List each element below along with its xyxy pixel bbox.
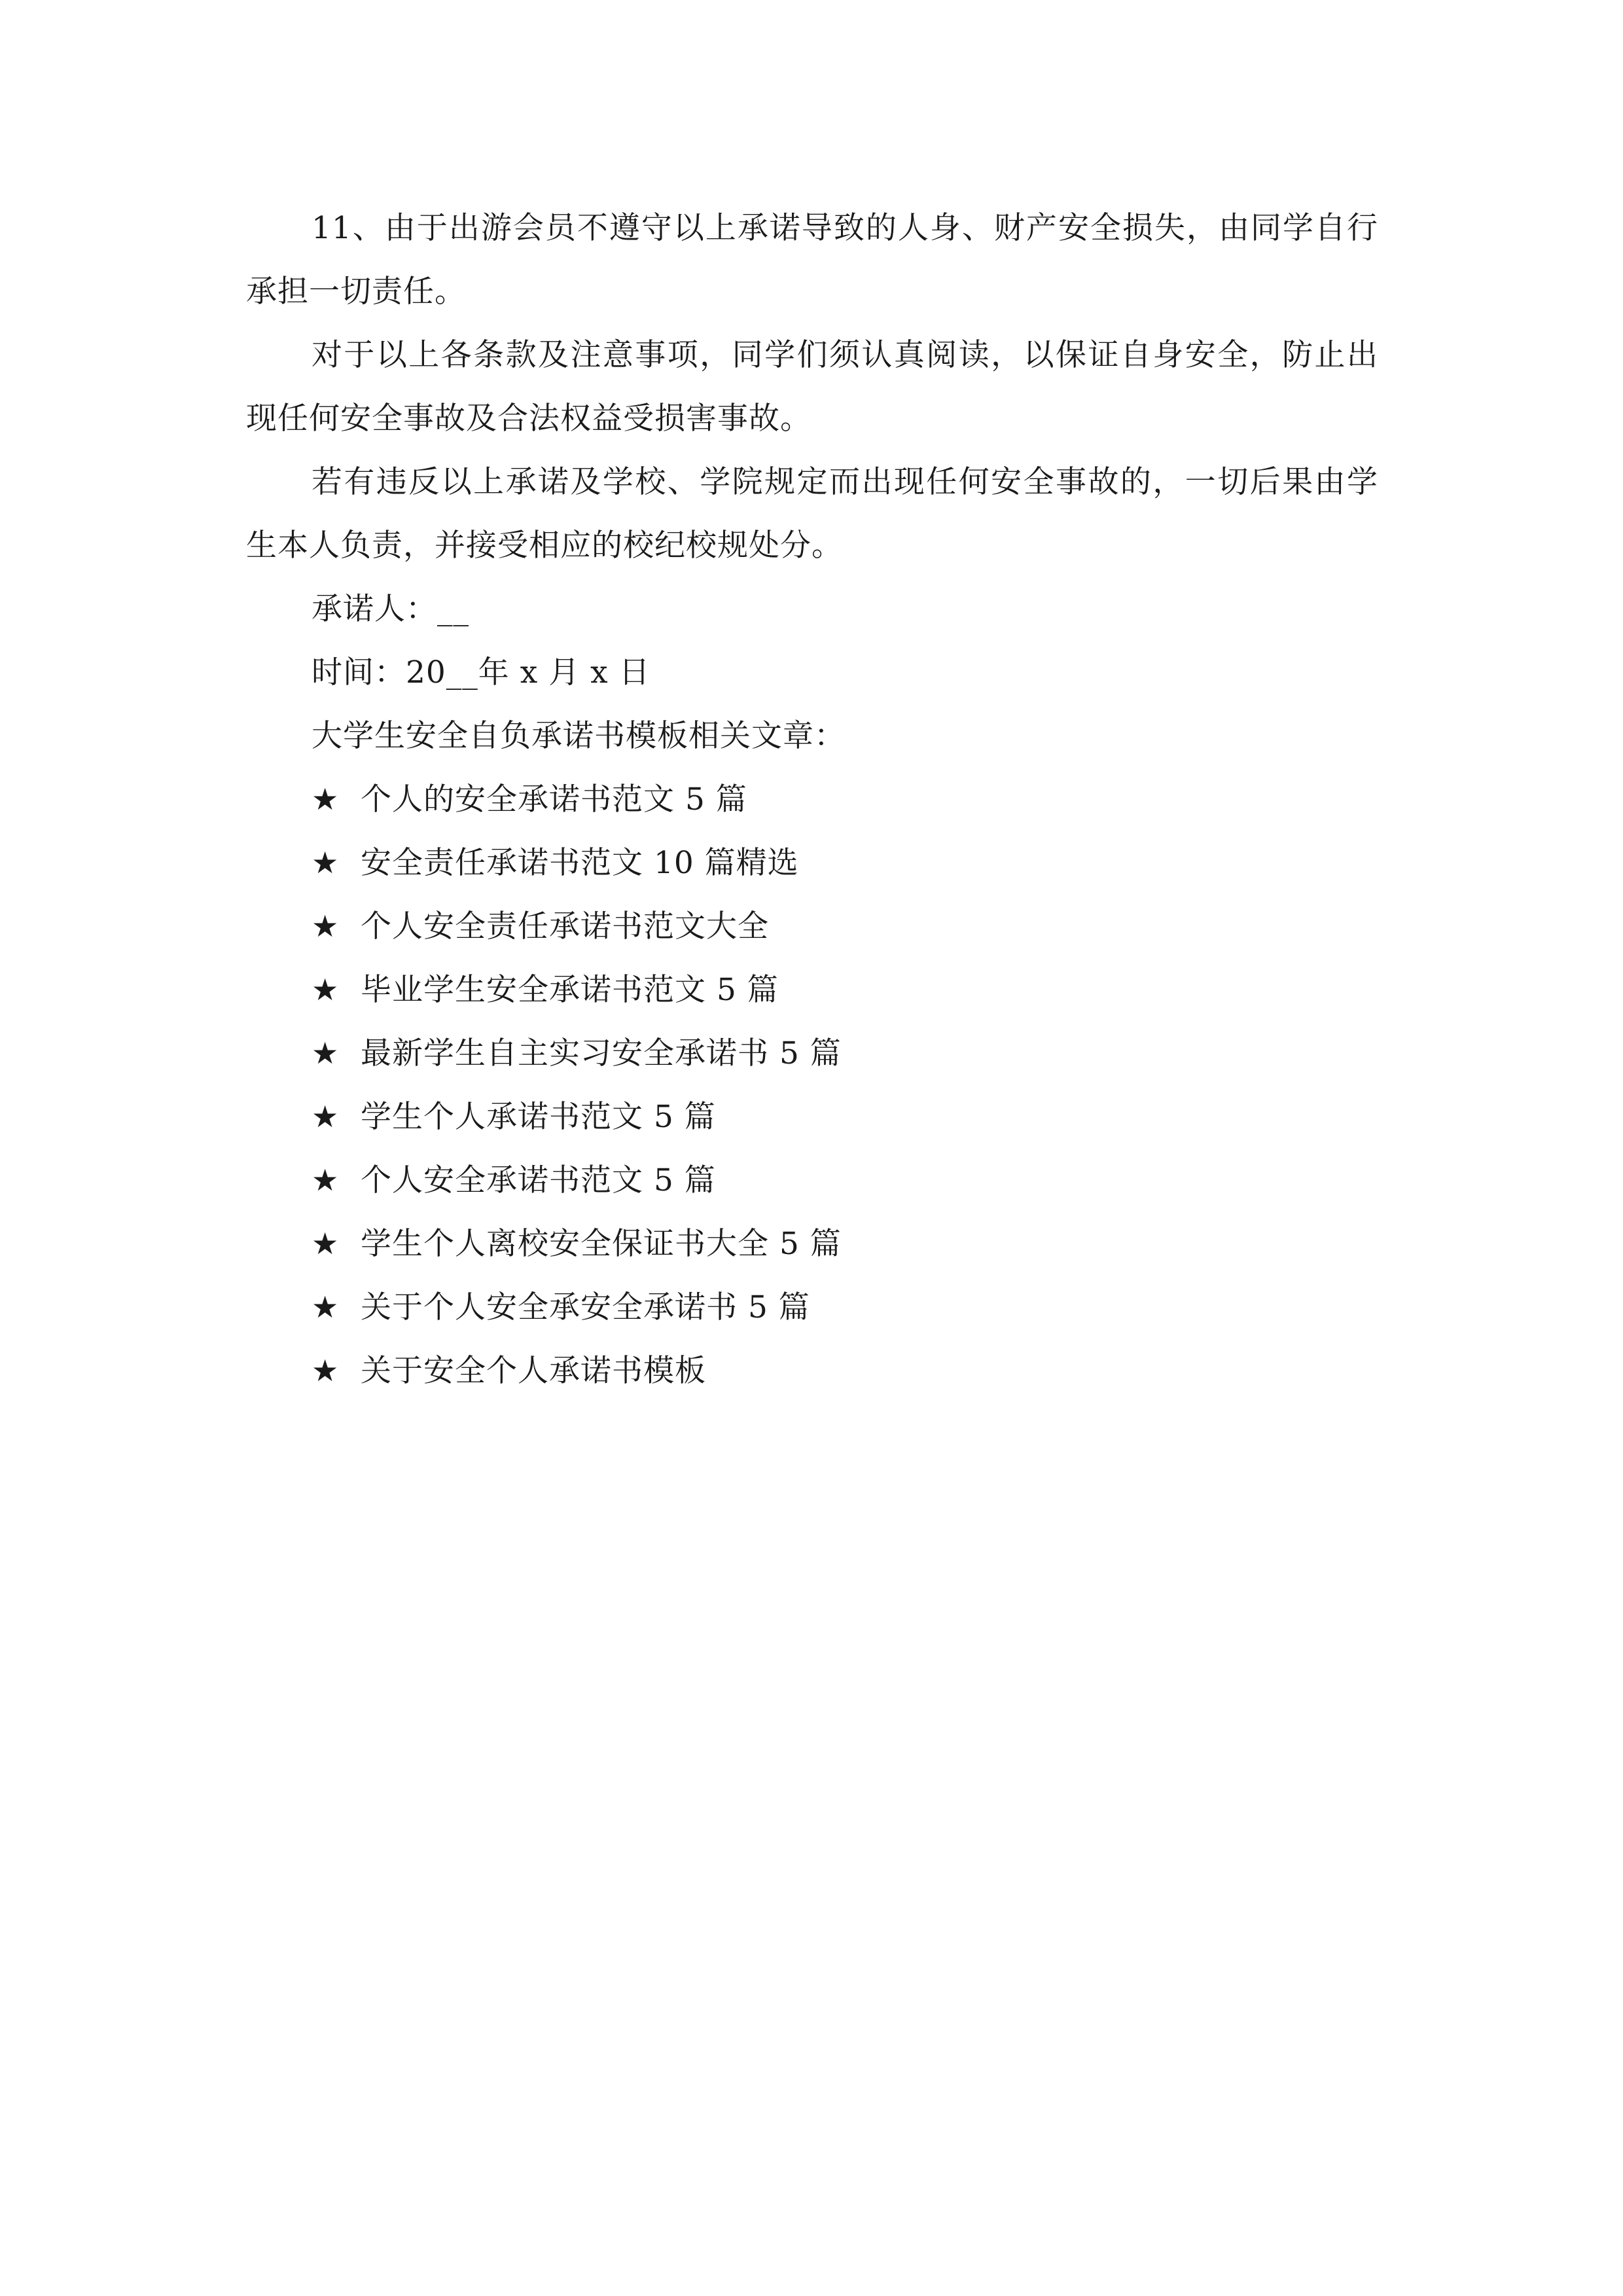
- paragraph-read-carefully: 对于以上各条款及注意事项，同学们须认真阅读，以保证自身安全，防止出现任何安全事故及合法权益受损害事故。: [246, 337, 1378, 437]
- related-article-link[interactable]: 个人安全承诺书范文 5 篇: [361, 1162, 716, 1198]
- related-articles-heading: 大学生安全自负承诺书模板相关文章：: [312, 718, 846, 754]
- list-item: [312, 1339, 1378, 1403]
- star-icon: ★: [312, 1353, 340, 1388]
- paragraph-violation-consequences: 若有违反以上承诺及学校、学院规定而出现任何安全事故的，一切后果由学生本人负责，并接受相应的校纪校规处分。: [246, 464, 1378, 564]
- star-icon: ★: [312, 1289, 340, 1325]
- list-item: [312, 768, 1378, 831]
- related-article-link[interactable]: 关于安全个人承诺书模板: [361, 1353, 706, 1389]
- star-icon: ★: [312, 781, 340, 817]
- star-icon: ★: [312, 908, 340, 944]
- related-article-link[interactable]: 最新学生自主实习安全承诺书 5 篇: [361, 1035, 842, 1071]
- list-item: [312, 831, 1378, 895]
- date-line: 时间：20__年 x 月 x 日: [312, 655, 651, 691]
- document-page: [246, 196, 1378, 1403]
- list-item: [312, 1022, 1378, 1085]
- list-item: [312, 1212, 1378, 1276]
- star-icon: ★: [312, 1035, 340, 1071]
- star-icon: ★: [312, 1099, 340, 1134]
- related-article-link[interactable]: 个人安全责任承诺书范文大全: [361, 908, 769, 944]
- related-article-link[interactable]: 学生个人离校安全保证书大全 5 篇: [361, 1226, 842, 1262]
- paragraph-clause-11: 11、由于出游会员不遵守以上承诺导致的人身、财产安全损失，由同学自行承担一切责任。: [246, 210, 1378, 310]
- list-item: [312, 1149, 1378, 1212]
- related-article-link[interactable]: 毕业学生安全承诺书范文 5 篇: [361, 972, 779, 1008]
- related-article-link[interactable]: 关于个人安全承安全承诺书 5 篇: [361, 1289, 810, 1325]
- related-article-link[interactable]: 学生个人承诺书范文 5 篇: [361, 1099, 716, 1135]
- related-article-link[interactable]: 安全责任承诺书范文 10 篇精选: [361, 845, 799, 881]
- star-icon: ★: [312, 1226, 340, 1261]
- related-articles-list: [246, 768, 1378, 1403]
- list-item: [312, 958, 1378, 1022]
- star-icon: ★: [312, 845, 340, 880]
- list-item: [312, 895, 1378, 958]
- signatory-line: 承诺人：__: [312, 591, 469, 627]
- star-icon: ★: [312, 1162, 340, 1198]
- list-item: [312, 1276, 1378, 1339]
- related-article-link[interactable]: 个人的安全承诺书范文 5 篇: [361, 781, 747, 817]
- list-item: [312, 1085, 1378, 1149]
- star-icon: ★: [312, 972, 340, 1007]
